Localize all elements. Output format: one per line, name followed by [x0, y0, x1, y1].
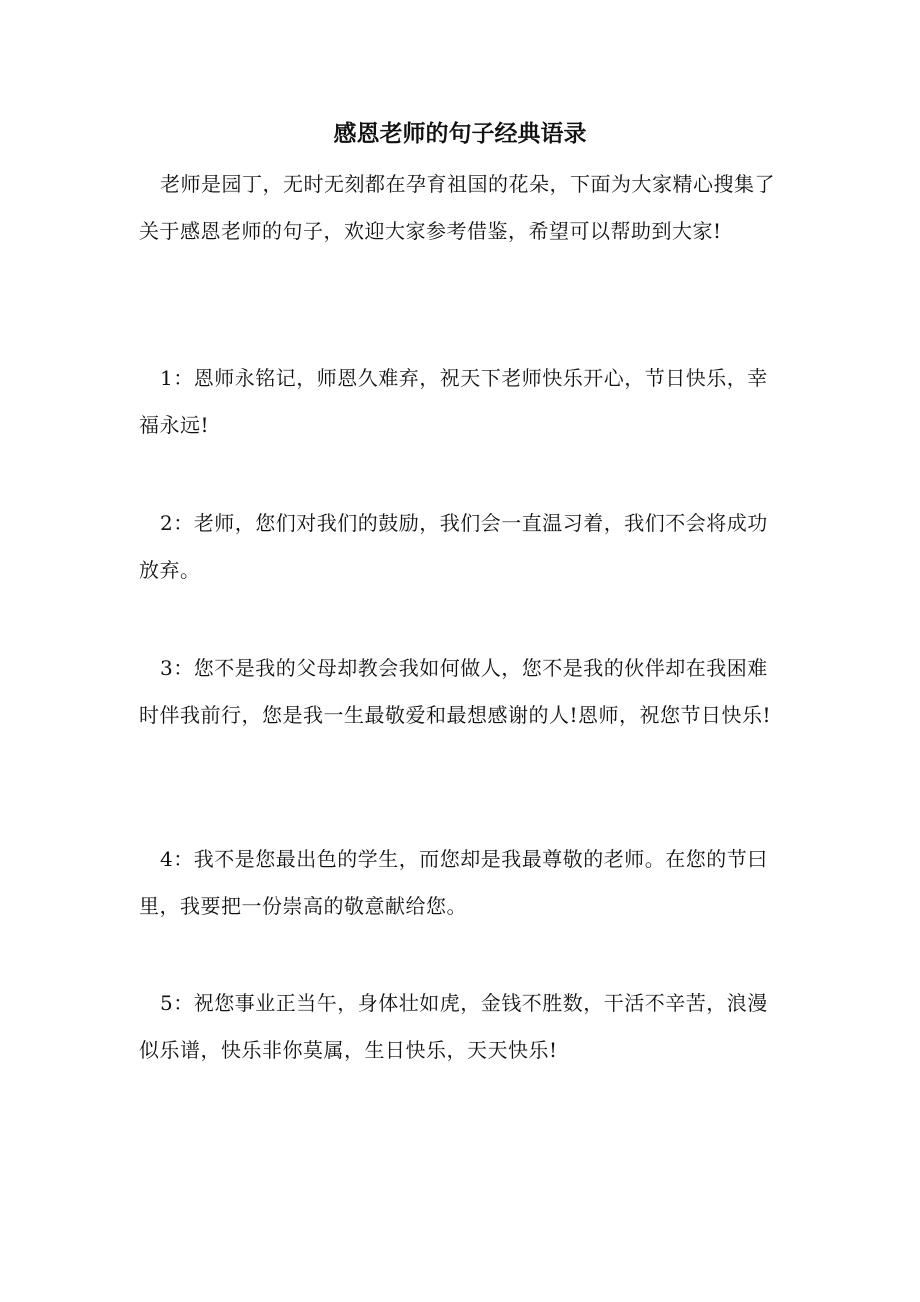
quote-paragraph-2: 2：老师，您们对我们的鼓励，我们会一直温习着，我们不会将成功放弃。: [139, 511, 768, 582]
quote-paragraph-5: 5：祝您事业正当午，身体壮如虎，金钱不胜数，干活不辛苦，浪漫似乐谱，快乐非你莫属，生日快乐，天天快乐!: [139, 991, 768, 1062]
intro-paragraph: 老师是园丁，无时无刻都在孕育祖国的花朵，下面为大家精心搜集了关于感恩老师的句子，欢迎大家参考借鉴，希望可以帮助到大家!: [139, 172, 775, 243]
quote-paragraph-4: 4：我不是您最出色的学生，而您却是我最尊敬的老师。在您的节曰里，我要把一份崇高的敬意献给您。: [139, 847, 768, 918]
document-title: 感恩老师的句子经典语录: [333, 120, 587, 147]
quote-paragraph-1: 1：恩师永铭记，师恩久难弃，祝天下老师快乐开心，节日快乐，幸福永远!: [139, 366, 768, 437]
quote-paragraph-3: 3：您不是我的父母却教会我如何做人，您不是我的伙伴却在我困难时伴我前行，您是我一生最敬爱和最想感谢的人!恩师，祝您节日快乐!: [139, 656, 772, 727]
